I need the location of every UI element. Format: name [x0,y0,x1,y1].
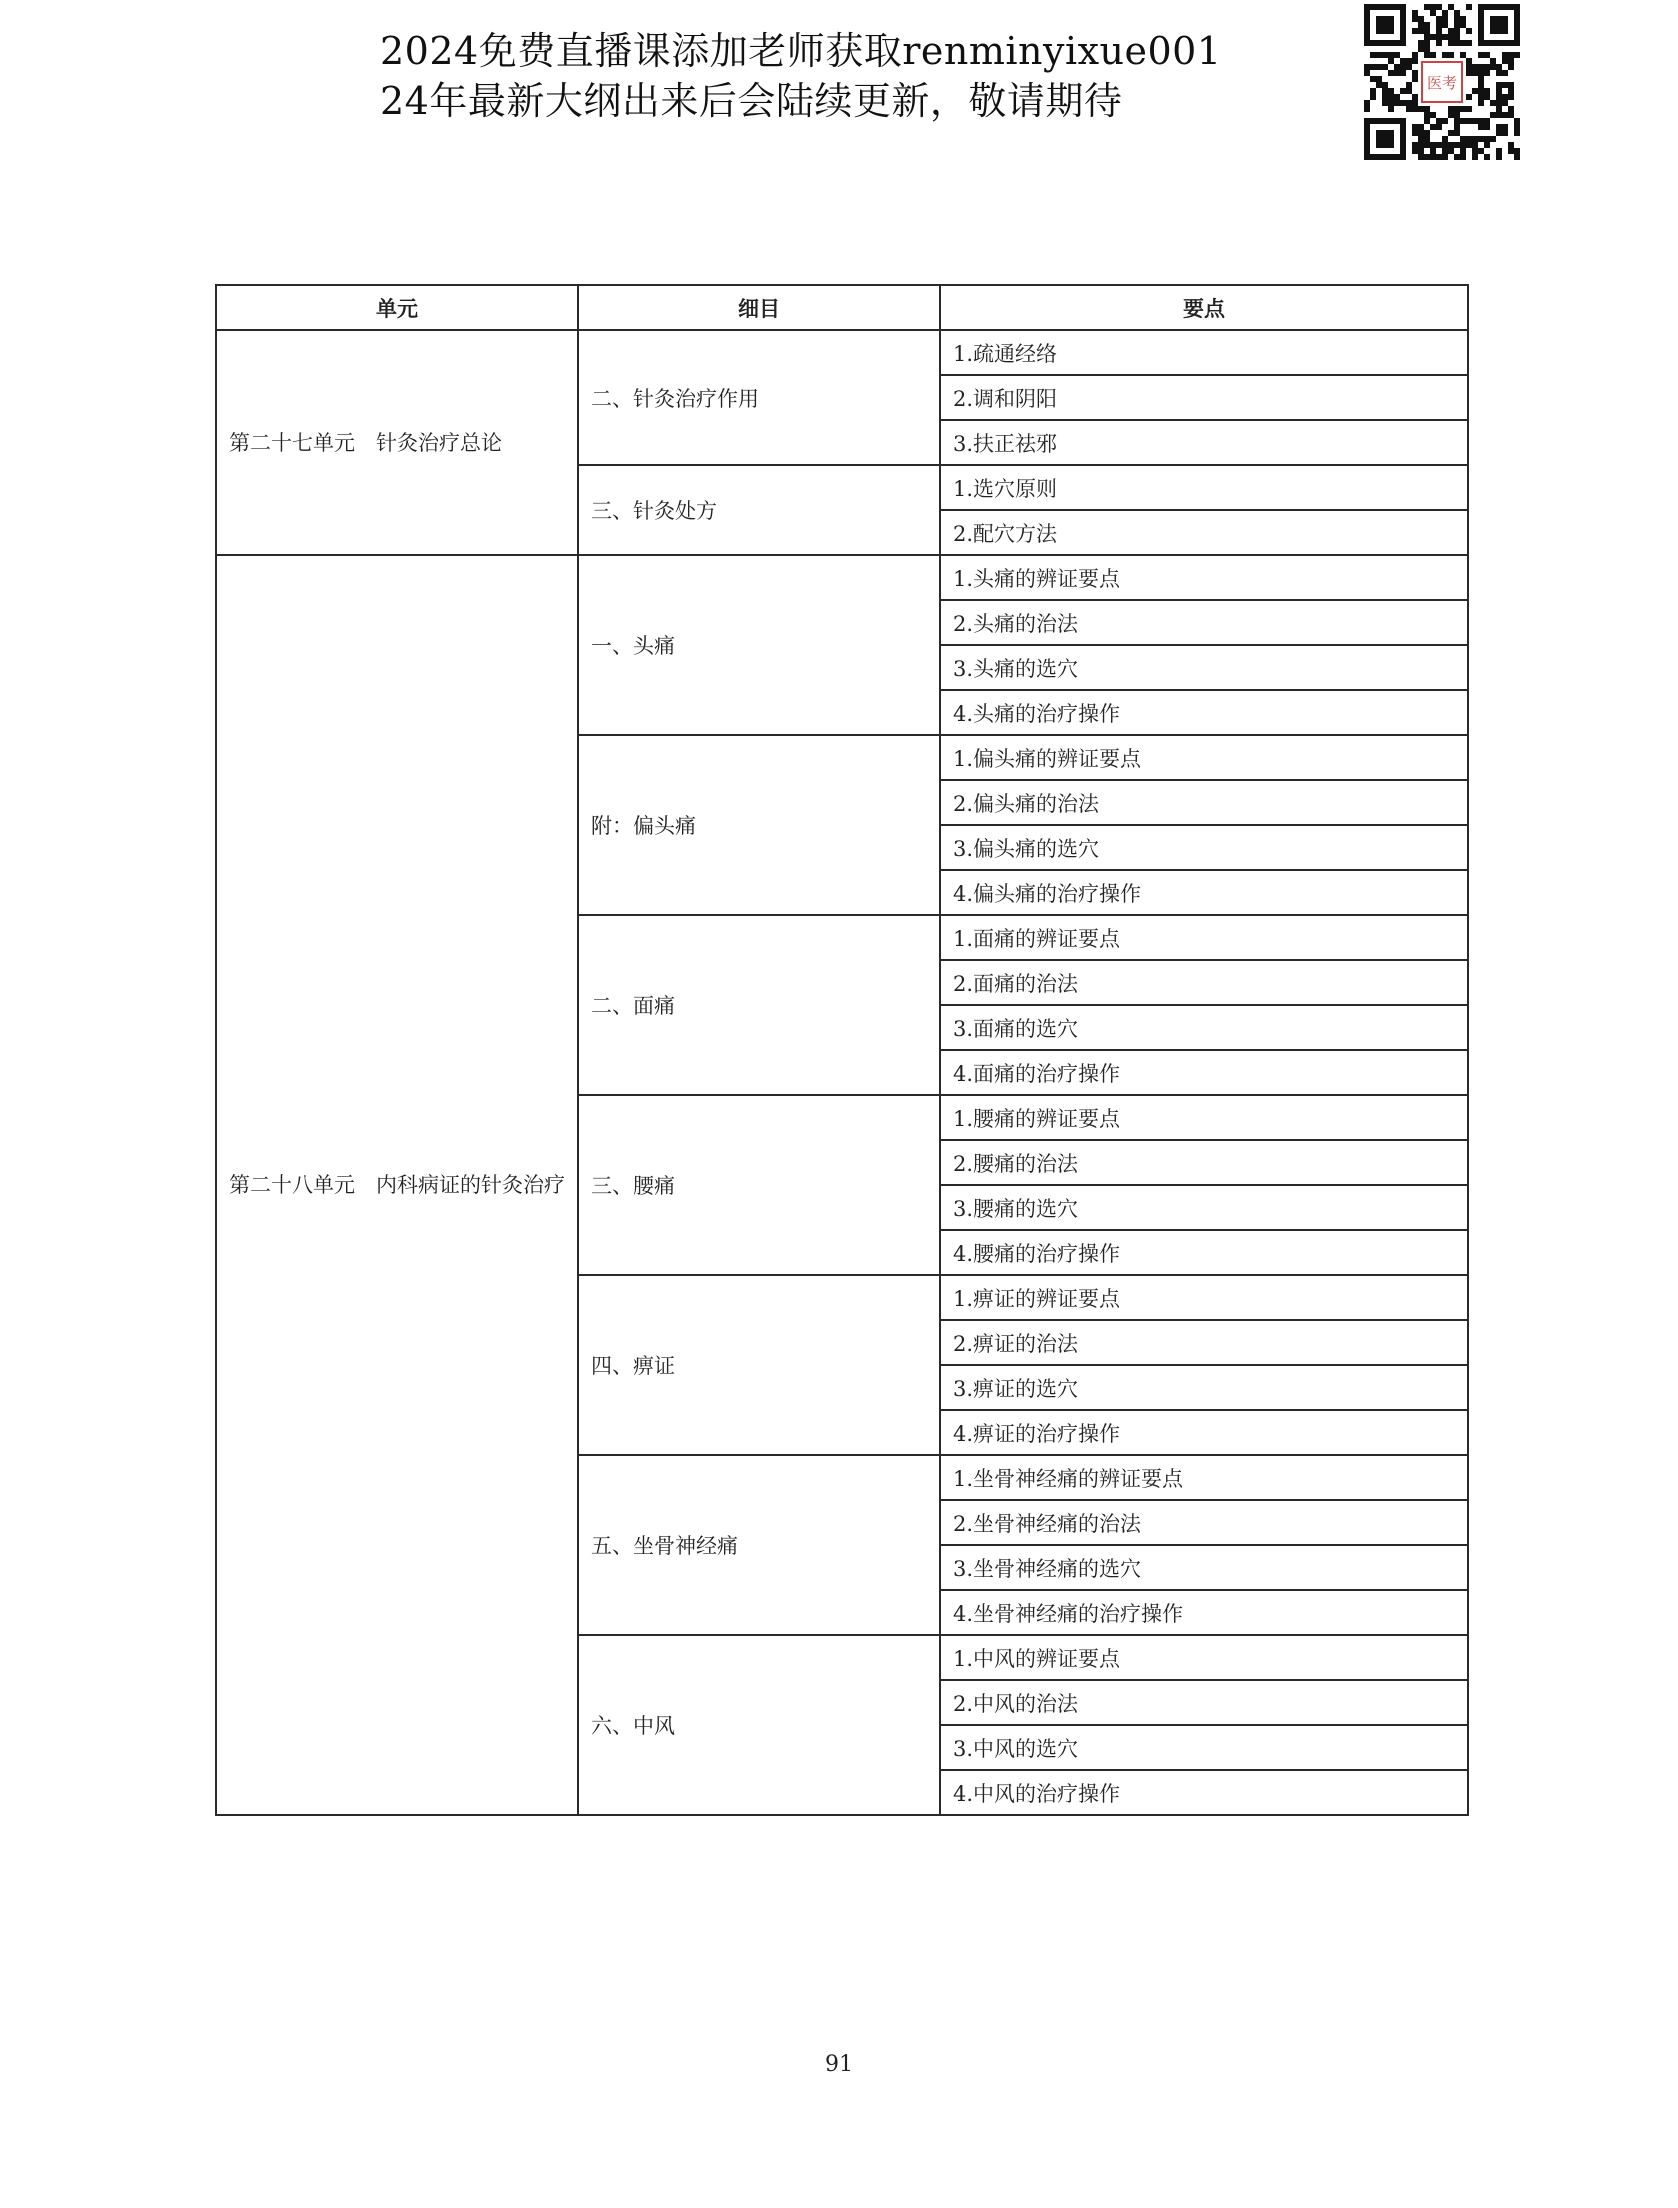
point-cell: 4.中风的治疗操作 [940,1770,1468,1815]
unit-cell: 第二十七单元 针灸治疗总论 [216,330,578,555]
table-header-row [216,285,1468,330]
point-cell: 3.偏头痛的选穴 [940,825,1468,870]
item-cell: 二、针灸治疗作用 [578,330,940,465]
syllabus-table [215,284,1469,1816]
point-cell: 4.腰痛的治疗操作 [940,1230,1468,1275]
item-cell: 四、痹证 [578,1275,940,1455]
point-cell: 1.选穴原则 [940,465,1468,510]
table-row [216,555,1468,600]
point-cell: 1.偏头痛的辨证要点 [940,735,1468,780]
point-cell: 1.头痛的辨证要点 [940,555,1468,600]
item-cell: 三、腰痛 [578,1095,940,1275]
item-cell: 附：偏头痛 [578,735,940,915]
item-cell: 一、头痛 [578,555,940,735]
page-header [380,26,1222,126]
header-unit: 单元 [216,285,578,330]
point-cell: 3.头痛的选穴 [940,645,1468,690]
point-cell: 1.面痛的辨证要点 [940,915,1468,960]
point-cell: 3.面痛的选穴 [940,1005,1468,1050]
item-cell: 六、中风 [578,1635,940,1815]
point-cell: 4.痹证的治疗操作 [940,1410,1468,1455]
header-line-2: 24年最新大纲出来后会陆续更新，敬请期待 [380,79,1123,123]
point-cell: 4.头痛的治疗操作 [940,690,1468,735]
point-cell: 3.扶正祛邪 [940,420,1468,465]
page-number: 91 [825,2052,853,2077]
point-cell: 1.坐骨神经痛的辨证要点 [940,1455,1468,1500]
point-cell: 1.痹证的辨证要点 [940,1275,1468,1320]
unit-cell: 第二十八单元 内科病证的针灸治疗 [216,555,578,1815]
header-line-1: 2024免费直播课添加老师获取renminyixue001 [380,29,1222,73]
point-cell: 1.中风的辨证要点 [940,1635,1468,1680]
point-cell: 2.坐骨神经痛的治法 [940,1500,1468,1545]
point-cell: 1.疏通经络 [940,330,1468,375]
item-cell: 二、面痛 [578,915,940,1095]
point-cell: 3.腰痛的选穴 [940,1185,1468,1230]
qr-badge-text: 医考 [1426,74,1458,92]
point-cell: 4.坐骨神经痛的治疗操作 [940,1590,1468,1635]
item-cell: 三、针灸处方 [578,465,940,555]
header-item: 细目 [578,285,940,330]
point-cell: 2.中风的治法 [940,1680,1468,1725]
point-cell: 2.调和阴阳 [940,375,1468,420]
table-row [216,330,1468,375]
point-cell: 1.腰痛的辨证要点 [940,1095,1468,1140]
point-cell: 3.中风的选穴 [940,1725,1468,1770]
item-cell: 五、坐骨神经痛 [578,1455,940,1635]
point-cell: 3.坐骨神经痛的选穴 [940,1545,1468,1590]
point-cell: 2.配穴方法 [940,510,1468,555]
point-cell: 4.面痛的治疗操作 [940,1050,1468,1095]
point-cell: 4.偏头痛的治疗操作 [940,870,1468,915]
point-cell: 3.痹证的选穴 [940,1365,1468,1410]
point-cell: 2.面痛的治法 [940,960,1468,1005]
point-cell: 2.偏头痛的治法 [940,780,1468,825]
qr-code [1364,4,1520,160]
header-point: 要点 [940,285,1468,330]
point-cell: 2.痹证的治法 [940,1320,1468,1365]
point-cell: 2.头痛的治法 [940,600,1468,645]
point-cell: 2.腰痛的治法 [940,1140,1468,1185]
